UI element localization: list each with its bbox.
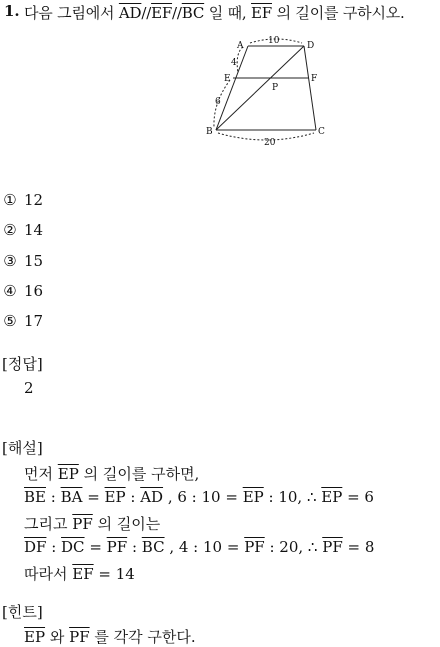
answer-label: [정답] [2,355,43,373]
explanation-label: [해설] [2,439,43,457]
label-b: B [206,127,213,137]
text: : [45,488,61,506]
segment-dc-line [304,46,316,130]
question-text [24,2,405,23]
question-prefix: 다음 그림에서 [24,4,115,22]
length-ae: 4 [231,58,237,68]
segment-pf: $\overline{PF}$ [106,538,128,556]
segment-dc: $\overline{DC}$ [61,538,85,556]
choice-value: 17 [24,312,44,330]
segment-ep: $\overline{EP}$ [104,488,126,506]
question-middle: 일 때, [208,4,247,22]
text: , 6 : 10 = [163,488,243,506]
choice-marker: ③ [3,252,17,270]
text: 를 각각 구한다. [94,628,196,646]
question-number: 1. [4,2,20,20]
segment-ep: $\overline{EP}$ [57,465,79,483]
choice-4[interactable] [2,282,43,300]
choice-value: 12 [24,191,44,209]
hint-label: [힌트] [2,603,43,621]
segment-df: $\overline{DF}$ [24,538,47,556]
label-e: E [224,74,231,84]
explanation-line-2 [24,488,374,506]
explanation-line-1 [24,463,199,484]
hint-text [24,626,196,647]
question-suffix: 의 길이를 구하시오. [276,4,405,22]
length-ad: 10 [268,36,280,46]
text: 와 [49,628,65,646]
segment-pf: $\overline{PF}$ [69,628,90,646]
segment-ba: $\overline{BA}$ [60,488,83,506]
choice-value: 15 [24,252,44,270]
choice-marker: ② [3,221,17,239]
text: : [127,538,142,556]
segment-be: $\overline{BE}$ [24,488,46,506]
text: : 10, ∴ [263,488,322,506]
segment-bc: $\overline{BC}$ [181,4,205,22]
text: , 4 : 10 = [164,538,245,556]
explanation-line-5 [24,563,135,584]
text: : [125,488,141,506]
text: 의 길이는 [97,515,161,533]
text: = 8 [342,538,375,556]
parallel-symbol: // [141,4,152,22]
choice-marker: ① [3,191,17,209]
choice-2[interactable] [2,221,43,239]
text: : [46,538,62,556]
choice-marker: ⑤ [3,312,17,330]
segment-pf: $\overline{PF}$ [244,538,265,556]
segment-ef: $\overline{EF}$ [72,565,94,583]
segment-ep: $\overline{EP}$ [321,488,343,506]
choice-3[interactable] [2,252,43,270]
segment-ep: $\overline{EP}$ [242,488,264,506]
segment-ep: $\overline{EP}$ [24,628,46,646]
segment-ad: $\overline{AD}$ [118,4,142,22]
text: = 6 [342,488,374,506]
choice-5[interactable] [2,312,43,330]
text: = 14 [93,565,135,583]
label-c: C [318,127,325,137]
parallel-symbol: // [172,4,182,22]
label-a: A [237,41,244,51]
label-d: D [307,41,315,51]
text: = [84,538,107,556]
answer-value: 2 [24,379,34,397]
segment-bc: $\overline{BC}$ [141,538,165,556]
label-f: F [311,74,318,84]
text: = [82,488,105,506]
segment-ad: $\overline{AD}$ [140,488,164,506]
trapezoid-figure [203,33,333,148]
text: 먼저 [24,465,53,483]
choice-marker: ④ [3,282,17,300]
choice-value: 16 [24,282,44,300]
choice-value: 14 [24,221,44,239]
text: 그리고 [24,515,68,533]
text: 의 길이를 구하면, [83,465,200,483]
length-eb: 6 [215,97,221,107]
choice-1[interactable] [2,191,43,209]
segment-pf: $\overline{PF}$ [72,515,93,533]
segment-ef: $\overline{EF}$ [151,4,173,22]
text: 따라서 [24,565,68,583]
explanation-line-3 [24,513,160,534]
diagonal-bd-line [216,46,304,130]
label-p: P [272,83,279,93]
segment-ef: $\overline{EF}$ [251,4,272,22]
length-bc: 20 [264,138,276,148]
segment-pf: $\overline{PF}$ [322,538,343,556]
text: : 20, ∴ [264,538,323,556]
explanation-line-4 [24,538,374,556]
